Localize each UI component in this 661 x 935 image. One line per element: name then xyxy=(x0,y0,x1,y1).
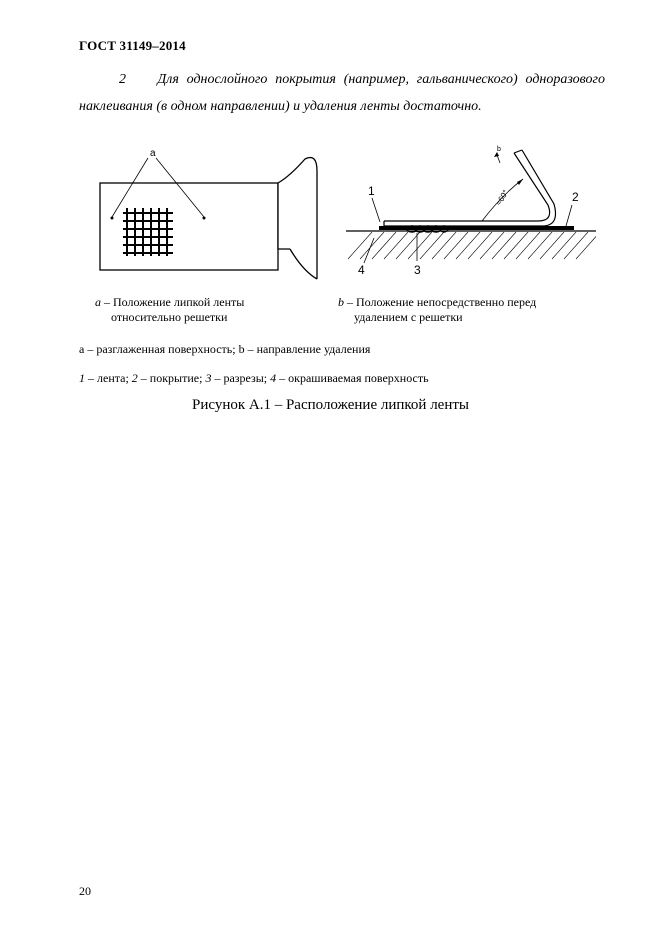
legend-num-1: 1 xyxy=(79,371,85,385)
note-paragraph xyxy=(79,66,605,120)
figure-caption: Рисунок А.1 – Расположение липкой ленты xyxy=(191,397,469,413)
label-cuts-3: 3 xyxy=(414,263,421,277)
subcaption-b-letter: b xyxy=(338,295,344,309)
leader-dot xyxy=(203,217,206,220)
surface-hatching xyxy=(348,232,600,259)
subcaption-a xyxy=(95,295,244,325)
subcaption-a-line1: – Положение липкой ленты xyxy=(101,295,245,309)
direction-label-b: b xyxy=(497,146,501,153)
tape-outline-outer xyxy=(384,150,556,226)
document-header: ГОСТ 31149–2014 xyxy=(79,38,186,53)
cross-cut-grid xyxy=(123,208,173,256)
legend-num-3: 3 xyxy=(205,371,212,385)
angle-label: ≈60° xyxy=(494,188,511,208)
figure-a-label-a: a xyxy=(150,148,156,159)
tape-outline-inner xyxy=(384,153,550,221)
tape-end xyxy=(514,150,522,153)
legend-text-2: – покрытие; xyxy=(137,371,206,385)
label-tape-1: 1 xyxy=(368,184,375,198)
legend-text-4: – окрашиваемая поверхность xyxy=(276,371,429,385)
note-number: 2 xyxy=(119,72,126,87)
legend-text-3: – разрезы; xyxy=(211,371,271,385)
subcaption-a-line2: относительно решетки xyxy=(111,310,228,324)
leader-line xyxy=(372,198,380,222)
page-number: 20 xyxy=(79,884,91,898)
figure-b-diagram xyxy=(342,143,600,283)
label-surface-4: 4 xyxy=(358,263,365,277)
subcaption-b xyxy=(338,295,536,325)
angle-arrow-head xyxy=(517,179,523,185)
note-text: Для однослойного покрытия (например, гальванического) одноразового наклеивания (в одном направлении) и удаления ленты достаточно. xyxy=(79,72,605,114)
label-coating-2: 2 xyxy=(572,190,579,204)
leader-line xyxy=(156,158,204,217)
legend-numbers xyxy=(79,371,429,386)
subcaption-b-line1: – Положение непосредственно перед xyxy=(344,295,537,309)
leader-line xyxy=(364,238,374,263)
legend-num-4: 4 xyxy=(270,371,277,385)
subcaption-a-letter: a xyxy=(95,295,101,309)
legend-letters: а – разглаженная поверхность; b – направление удаления xyxy=(79,342,371,356)
legend-num-2: 2 xyxy=(131,371,138,385)
legend-text-1: – лента; xyxy=(85,371,132,385)
leader-line xyxy=(566,205,572,226)
figure-a-diagram xyxy=(95,143,330,283)
leader-dot xyxy=(111,217,114,220)
subcaption-b-line2: удалением с решетки xyxy=(354,310,463,324)
